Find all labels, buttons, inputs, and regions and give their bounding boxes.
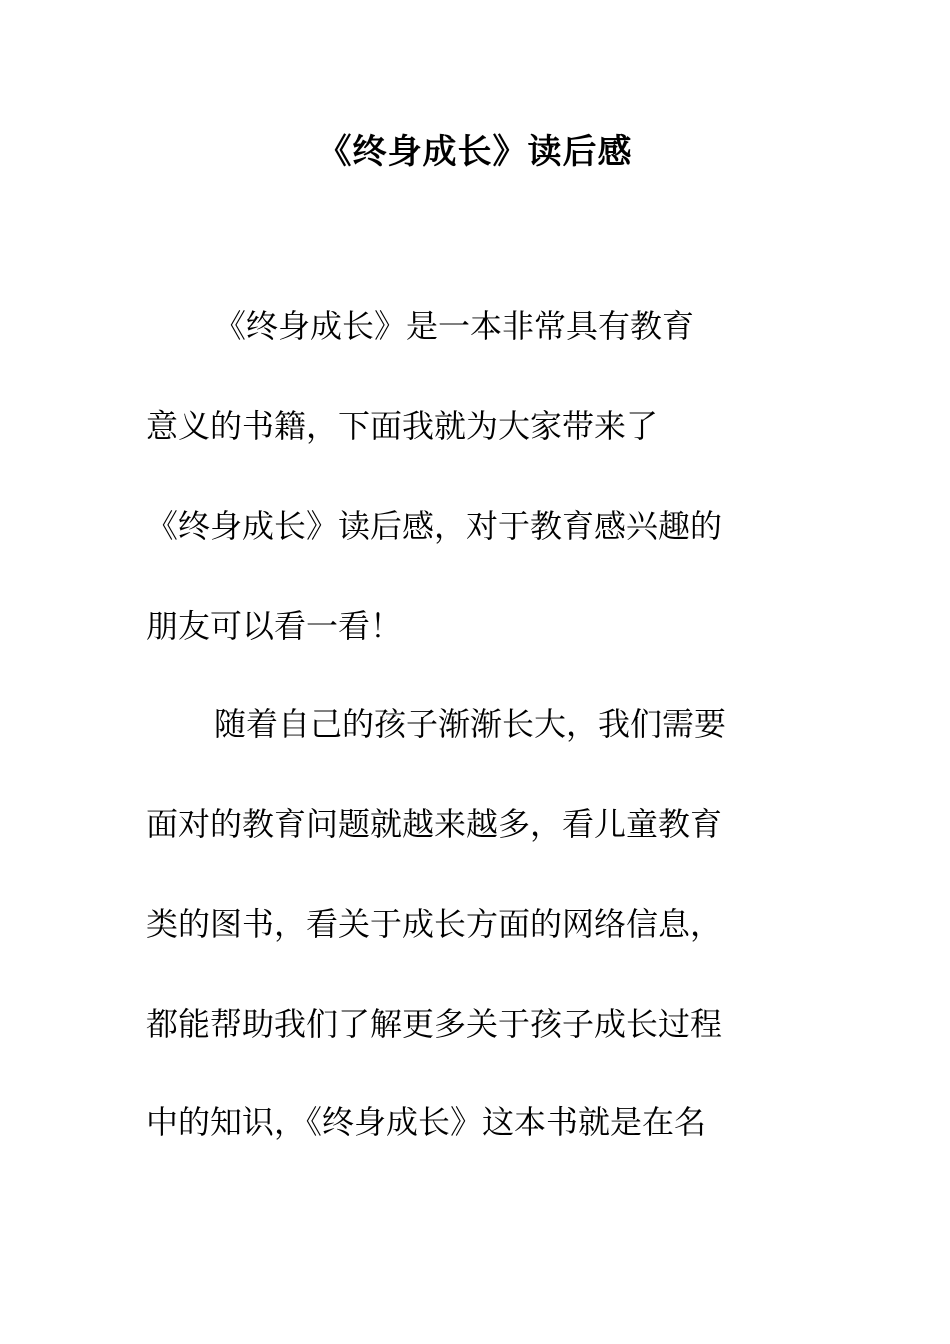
paragraph-2-line-4: 都能帮助我们了解更多关于孩子成长过程 xyxy=(146,1005,723,1043)
paragraph-2-line-2: 面对的教育问题就越来越多，看儿童教育 xyxy=(146,805,723,843)
document-title: 《终身成长》读后感 xyxy=(317,132,633,172)
paragraph-1-line-3: 《终身成长》读后感，对于教育感兴趣的 xyxy=(146,507,723,545)
paragraph-2-line-1: 随着自己的孩子渐渐长大，我们需要 xyxy=(214,705,727,743)
paragraph-1-line-2: 意义的书籍，下面我就为大家带来了 xyxy=(146,407,659,445)
paragraph-2-line-5: 中的知识，《终身成长》这本书就是在名 xyxy=(146,1103,707,1141)
paragraph-2-line-3: 类的图书，看关于成长方面的网络信息， xyxy=(146,905,723,943)
paragraph-1-line-1: 《终身成长》是一本非常具有教育 xyxy=(214,307,695,345)
paragraph-1-line-4: 朋友可以看一看！ xyxy=(146,607,403,645)
